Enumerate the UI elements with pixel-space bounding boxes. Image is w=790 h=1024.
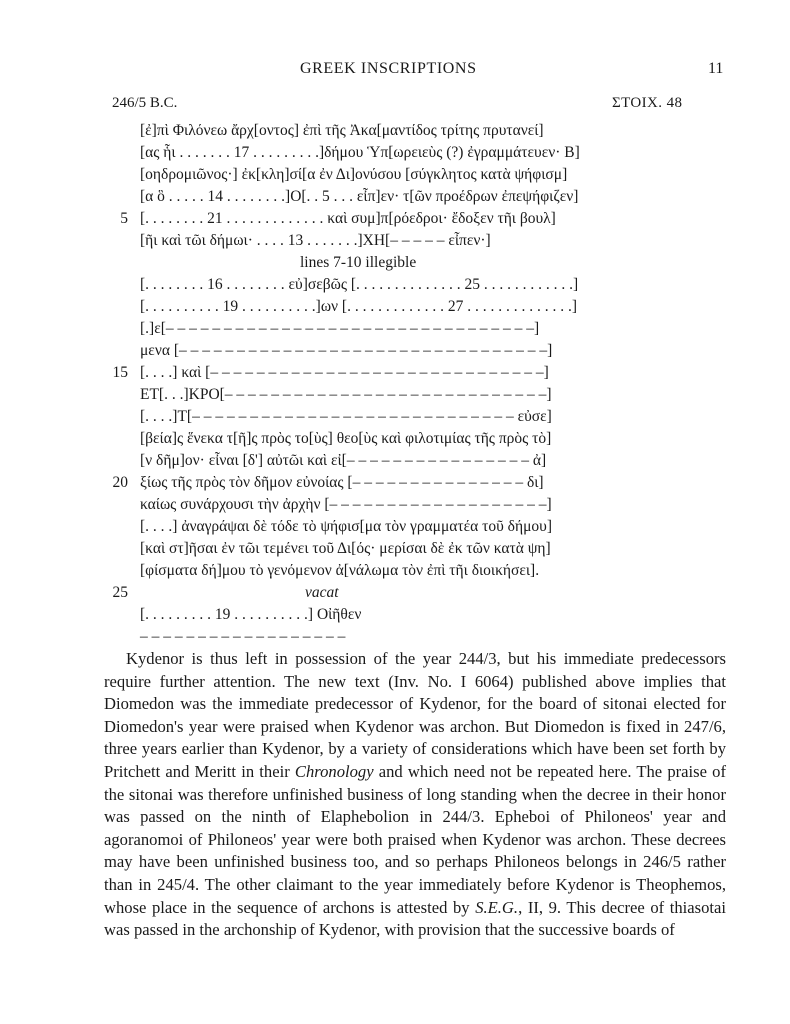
inscription-line: [φίσματα δή]μου τὸ γενόμενον ἀ[νάλωμα τὸν ἐπὶ τῆι διοικήσει]. [140, 562, 540, 579]
inscription-line: [ἐ]πὶ Φιλόνεω ἄρχ[οντος] ἐπὶ τῆς Ἀκα[μαντίδος τρίτης πρυτανεί] [140, 122, 544, 139]
inscription-text [0, 120, 790, 645]
inscription-line: [. . . .] ἀναγράψαι δὲ τόδε τὸ ψήφισ[μα τὸν γραμματέα τοῦ δήμου] [140, 518, 552, 535]
line-number: 5 [120, 210, 128, 227]
page-header [0, 60, 790, 84]
vacat-note: vacat [305, 584, 339, 601]
inscription-line: [οηδρομιῶνος·] ἐκ[κλη]σί[α ἐν Δι]ονύσου [σύγκλητος κατὰ ψήφισμ] [140, 166, 568, 183]
stoichedon-count: ΣΤΟΙΧ. 48 [612, 95, 683, 111]
commentary-text: , II, 9. This decree of thiasotai was passed in the archonship of Kydenor, with provision that the successive boards of [104, 897, 726, 940]
inscription-line: [. . . . . . . . . 19 . . . . . . . . . .] Οἰῆθεν [140, 606, 362, 623]
inscription-line: [α ὃ . . . . . 14 . . . . . . . .]Ο[. . 5 . . . εἶπ]εν· τ[ῶν προέδρων ἐπεψήφιζεν] [140, 188, 579, 205]
inscription-line: ξίως τῆς πρὸς τὸν δῆμον εὐνοίας [– – – – – – – – – – – – – – – δι] [140, 474, 544, 491]
inscription-line: [.]ε[– – – – – – – – – – – – – – – – – – – – – – – – – – – – – – – –] [140, 320, 540, 337]
commentary-text: Kydenor is thus left in possession of the year 244/3, but his immediate predecessors require further attention. The new text (Inv. No. I 6064) published above implies that Diomedon was the immediate predecessor of Kydenor, for the board of sitonai elected for Diomedon's year were praised when Kydenor was archon. But Diomedon is fixed in 247/6, three years earlier than Kydenor, by a variety of considerations which have been set forth by Pritchett and Meritt in their [104, 649, 726, 781]
running-title: GREEK INSCRIPTIONS [300, 60, 477, 77]
commentary-paragraph [104, 648, 726, 942]
line-number: 20 [112, 474, 128, 491]
line-number: 15 [112, 364, 128, 381]
inscription-line: [βεία]ς ἕνεκα τ[ῆ]ς πρὸς το[ὺς] θεο[ὺς καὶ φιλοτιμίας τῆς πρὸς τὸ] [140, 430, 552, 447]
inscription-line: [. . . . . . . . 16 . . . . . . . . εὐ]σεβῶς [. . . . . . . . . . . . . . 25 . . . . . . . . . . . .] [140, 276, 579, 293]
page-number: 11 [708, 60, 724, 77]
inscription-line: [. . . . . . . . . . 19 . . . . . . . . . .]ων [. . . . . . . . . . . . . 27 . . . . . . . . . . . . . .] [140, 298, 577, 315]
inscription-line: καίως συνάρχουσι τὴν ἀρχὴν [– – – – – – – – – – – – – – – – – – –] [140, 496, 552, 513]
inscription-line: [ῆι καὶ τῶι δήμωι· . . . . 13 . . . . . . .]ΧΗ[– – – – – εἶπεν·] [140, 232, 491, 249]
seg-citation: S.E.G. [475, 897, 519, 917]
inscription-line: [. . . . . . . . 21 . . . . . . . . . . . . . καὶ συμ]π[ρόεδροι· ἔδοξεν τῆι βουλ] [140, 210, 556, 227]
inscription-line: [καὶ στ]ῆσαι ἐν τῶι τεμένει τοῦ Δι[ός· μερίσαι δὲ ἐκ τῶν κατὰ ψη] [140, 540, 551, 557]
inscription-line: [. . . .] καὶ [– – – – – – – – – – – – – – – – – – – – – – – – – – – – –] [140, 364, 549, 381]
chronology-title: Chronology [294, 761, 374, 781]
inscription-date: 246/5 B.C. [112, 95, 178, 111]
commentary-text: and which need not be repeated here. The praise of the sitonai was therefore unfinished business of long standing when the decree in their honor was passed on the ninth of Elaphebolion in 244/3. Epheboi of Philoneos' year and agoranomoi of Philoneos' year were both praised when Kydenor was archon. These decrees may have been unfinished business too, and so perhaps Philoneos belongs in 246/5 rather than in 245/4. The other claimant to the year immediately before Kydenor is Theophemos, whose place in the sequence of archons is attested by [104, 761, 726, 917]
illegible-note: lines 7-10 illegible [300, 254, 417, 271]
inscription-line: [ν δῆμ]ον· εἶναι [δ'] αὐτῶι καὶ εἰ[– – – – – – – – – – – – – – – – ἀ] [140, 452, 547, 469]
inscription-line: μενα [– – – – – – – – – – – – – – – – – – – – – – – – – – – – – – – –] [140, 342, 553, 359]
inscription-line: [. . . .]Τ[– – – – – – – – – – – – – – – – – – – – – – – – – – – – εὐσε] [140, 408, 552, 425]
line-number: 25 [112, 584, 128, 601]
inscription-line: [ας ἧι . . . . . . . 17 . . . . . . . . .]δήμου Ὑπ[ωρειεὺς (?) ἐγραμμάτευεν· Β] [140, 144, 580, 161]
inscription-line: ΕΤ[. . .]ΚΡΟ[– – – – – – – – – – – – – – – – – – – – – – – – – – – –] [140, 386, 552, 403]
inscription-dash-line: – – – – – – – – – – – – – – – – – – [140, 628, 346, 645]
